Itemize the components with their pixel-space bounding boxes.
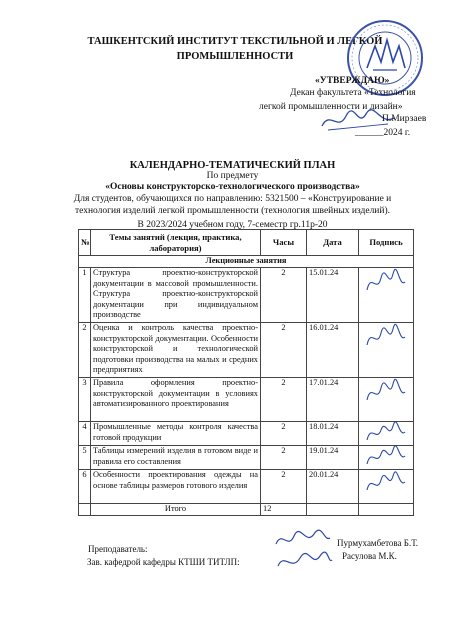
row-date: 16.01.24: [307, 323, 359, 378]
row-hours: 2: [261, 422, 307, 446]
document-subtitle: По предмету: [206, 171, 259, 181]
approval-date: ______2024 г.: [355, 128, 411, 138]
header-topic: Темы занятий (лекция, практика, лаборатория): [91, 230, 261, 256]
table-row: [79, 323, 414, 378]
row-date: 15.01.24: [307, 268, 359, 323]
row-topic: Особенности проектирования одежды на основе таблицы размеров готового изделия: [91, 470, 261, 504]
row-number: 4: [79, 422, 91, 446]
table-row: [79, 268, 414, 323]
row-date: 18.01.24: [307, 422, 359, 446]
teacher-name: Пурмухамбетова Б.Т.: [337, 538, 419, 548]
schedule-table: [78, 229, 414, 516]
approval-line-2: легкой промышленности и дизайн»: [259, 102, 403, 112]
signature-mark: [363, 422, 407, 444]
row-signature: [359, 470, 414, 504]
table-header-row: [79, 230, 414, 256]
header-date: Дата: [307, 230, 359, 256]
direction-line-2: технология изделий легкой промышленности (технология швейных изделий).: [74, 206, 391, 216]
row-date: 19.01.24: [307, 446, 359, 470]
total-row: [79, 504, 414, 516]
total-hours: 12: [261, 504, 307, 516]
section-label: Лекционные занятия: [79, 256, 414, 268]
footer-signatures: [270, 528, 334, 576]
row-hours: 2: [261, 446, 307, 470]
row-hours: 2: [261, 470, 307, 504]
row-hours: 2: [261, 323, 307, 378]
table-row: [79, 422, 414, 446]
row-signature: [359, 268, 414, 323]
row-number: 2: [79, 323, 91, 378]
row-signature: [359, 378, 414, 422]
subject-name: «Основы конструкторско-технологического производства»: [105, 182, 360, 192]
table-row: [79, 378, 414, 422]
row-number: 1: [79, 268, 91, 323]
header-hours: Часы: [261, 230, 307, 256]
row-topic: Промышленные методы контроля качества готовой продукции: [91, 422, 261, 446]
row-signature: [359, 422, 414, 446]
row-hours: 2: [261, 378, 307, 422]
approval-line-1: Декан факультета «Технология: [290, 88, 416, 98]
header-number: №: [79, 230, 91, 256]
signature-mark: [363, 323, 407, 353]
row-topic: Правила оформления проектно-конструкторской документации в условиях автоматизированного проектирования: [91, 378, 261, 422]
row-topic: Таблицы измерений изделия в готовом виде и правила его составления: [91, 446, 261, 470]
row-date: 20.01.24: [307, 470, 359, 504]
table-row: [79, 446, 414, 470]
row-hours: 2: [261, 268, 307, 323]
approval-signer: П.Мирзаев: [382, 114, 427, 124]
row-number: 5: [79, 446, 91, 470]
direction-text: [30, 193, 435, 217]
section-row: [79, 256, 414, 268]
signature-mark: [363, 446, 407, 468]
signature-mark: [363, 378, 407, 408]
table-row: [79, 470, 414, 504]
institute-line-2: ПРОМЫШЛЕННОСТИ: [176, 51, 294, 62]
row-signature: [359, 323, 414, 378]
row-date: 17.01.24: [307, 378, 359, 422]
document-title: КАЛЕНДАРНО-ТЕМАТИЧЕСКИЙ ПЛАН: [129, 160, 336, 171]
row-topic: Структура проектно-конструкторской документации в массовой промышленности. Структура проектно-конструкторской документации при индивидуальном производстве: [91, 268, 261, 323]
header-signature: Подпись: [359, 230, 414, 256]
head-label: Зав. кафедрой кафедры КТШИ ТИТЛП:: [87, 557, 240, 567]
row-topic: Оценка и контроль качества проектно-конструкторской документации. Особенности конструкторской и технологической подготовки производства на малых и средних предприятиях: [91, 323, 261, 378]
approval-title: «УТВЕРЖДАЮ»: [315, 76, 390, 86]
institute-line-1: ТАШКЕНТСКИЙ ИНСТИТУТ ТЕКСТИЛЬНОЙ И ЛЕГКОЙ: [87, 36, 383, 47]
total-label: Итого: [91, 504, 261, 516]
signature-mark: [363, 470, 407, 496]
academic-year: В 2023/2024 учебном году, 7-семестр гр.11р-20: [137, 220, 328, 230]
row-number: 6: [79, 470, 91, 504]
teacher-label: Преподаватель:: [88, 544, 148, 554]
row-number: 3: [79, 378, 91, 422]
head-name: Расулова М.К.: [342, 551, 397, 561]
direction-line-1: Для студентов, обучающихся по направлению: 5321500 – «Конструирование и: [73, 194, 392, 204]
signature-mark: [363, 268, 407, 298]
row-signature: [359, 446, 414, 470]
